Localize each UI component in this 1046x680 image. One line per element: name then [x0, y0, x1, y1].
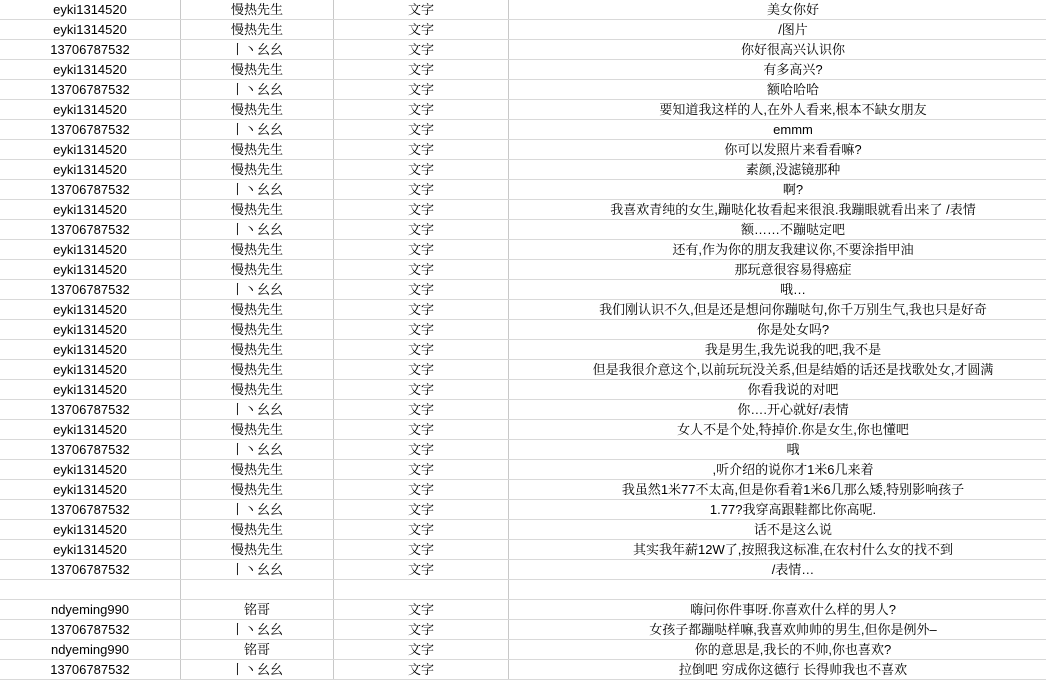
cell-sender-name: 慢热先生	[181, 240, 334, 260]
cell-message-type: 文字	[334, 20, 509, 40]
cell-message-type: 文字	[334, 460, 509, 480]
cell-message-content: 我们刚认识不久,但是还是想问你蹦哒句,你千万别生气,我也只是好奇	[509, 300, 1046, 320]
cell-message-type: 文字	[334, 440, 509, 460]
cell-message-content: 你是处女吗?	[509, 320, 1046, 340]
table-row[interactable]	[0, 660, 1046, 680]
cell-message-content: 有多高兴?	[509, 60, 1046, 80]
cell-message-content: 还有,作为你的朋友我建议你,不要涂指甲油	[509, 240, 1046, 260]
cell-sender-id: ndyeming990	[0, 640, 181, 660]
cell-message-content: 你看我说的对吧	[509, 380, 1046, 400]
cell-sender-id: eyki1314520	[0, 240, 181, 260]
cell-sender-id: eyki1314520	[0, 160, 181, 180]
cell-message-type: 文字	[334, 500, 509, 520]
cell-message-content: 话不是这么说	[509, 520, 1046, 540]
cell-message-content: 你可以发照片来看看嘛?	[509, 140, 1046, 160]
cell-sender-id: eyki1314520	[0, 480, 181, 500]
cell-message-content: 嗨问你件事呀.你喜欢什么样的男人?	[509, 600, 1046, 620]
table-row[interactable]	[0, 140, 1046, 160]
cell-message-type: 文字	[334, 620, 509, 640]
cell-sender-name: 铭哥	[181, 640, 334, 660]
cell-sender-name: 丨丶幺幺	[181, 620, 334, 640]
cell-message-content: 你的意思是,我长的不帅,你也喜欢?	[509, 640, 1046, 660]
cell-sender-id: ndyeming990	[0, 600, 181, 620]
cell-sender-name: 慢热先生	[181, 260, 334, 280]
cell-sender-id: 13706787532	[0, 180, 181, 200]
cell-sender-id: eyki1314520	[0, 200, 181, 220]
table-row[interactable]	[0, 220, 1046, 240]
cell-sender-id: eyki1314520	[0, 420, 181, 440]
cell-message-type: 文字	[334, 540, 509, 560]
cell-sender-id: eyki1314520	[0, 0, 181, 20]
table-row[interactable]	[0, 640, 1046, 660]
cell-sender-name: 慢热先生	[181, 200, 334, 220]
cell-message-content: ,听介绍的说你才1米6几来着	[509, 460, 1046, 480]
table-row[interactable]	[0, 300, 1046, 320]
table-row[interactable]	[0, 80, 1046, 100]
cell-message-type: 文字	[334, 320, 509, 340]
cell-message-content: 哦	[509, 440, 1046, 460]
cell-message-content: 拉倒吧 穷成你这德行 长得帅我也不喜欢	[509, 660, 1046, 680]
cell-sender-name: 丨丶幺幺	[181, 660, 334, 680]
table-row[interactable]	[0, 560, 1046, 580]
cell-sender-name: 丨丶幺幺	[181, 500, 334, 520]
cell-message-type: 文字	[334, 260, 509, 280]
table-row[interactable]	[0, 120, 1046, 140]
cell-sender-id: 13706787532	[0, 220, 181, 240]
cell-message-content	[509, 580, 1046, 600]
cell-sender-id: eyki1314520	[0, 340, 181, 360]
cell-sender-name: 丨丶幺幺	[181, 560, 334, 580]
cell-sender-id: eyki1314520	[0, 540, 181, 560]
cell-message-content: 我喜欢青纯的女生,蹦哒化妆看起来很浪.我蹦眼就看出来了 /表情	[509, 200, 1046, 220]
cell-message-type: 文字	[334, 380, 509, 400]
cell-sender-id: 13706787532	[0, 120, 181, 140]
cell-message-type: 文字	[334, 0, 509, 20]
cell-sender-id: eyki1314520	[0, 520, 181, 540]
cell-sender-name: 慢热先生	[181, 520, 334, 540]
cell-sender-id: eyki1314520	[0, 300, 181, 320]
cell-sender-id: 13706787532	[0, 500, 181, 520]
table-row[interactable]	[0, 620, 1046, 640]
cell-sender-name: 慢热先生	[181, 0, 334, 20]
table-row[interactable]	[0, 500, 1046, 520]
cell-message-type: 文字	[334, 600, 509, 620]
table-row[interactable]	[0, 580, 1046, 600]
cell-message-type: 文字	[334, 480, 509, 500]
cell-sender-name: 丨丶幺幺	[181, 280, 334, 300]
cell-sender-id: 13706787532	[0, 280, 181, 300]
cell-message-type: 文字	[334, 280, 509, 300]
cell-sender-name: 丨丶幺幺	[181, 400, 334, 420]
cell-message-type	[334, 580, 509, 600]
cell-message-type: 文字	[334, 240, 509, 260]
cell-message-content: 女孩子都蹦哒样嘛,我喜欢帅帅的男生,但你是例外–	[509, 620, 1046, 640]
cell-message-type: 文字	[334, 360, 509, 380]
cell-sender-name: 丨丶幺幺	[181, 120, 334, 140]
cell-sender-name: 慢热先生	[181, 380, 334, 400]
cell-message-content: 你好很高兴认识你	[509, 40, 1046, 60]
cell-sender-name: 慢热先生	[181, 160, 334, 180]
cell-sender-id: 13706787532	[0, 620, 181, 640]
cell-sender-id: eyki1314520	[0, 360, 181, 380]
cell-message-content: /图片	[509, 20, 1046, 40]
cell-message-content: 额……不蹦哒定吧	[509, 220, 1046, 240]
cell-sender-name	[181, 580, 334, 600]
cell-message-content: /表情…	[509, 560, 1046, 580]
cell-message-type: 文字	[334, 660, 509, 680]
cell-sender-name: 慢热先生	[181, 320, 334, 340]
cell-sender-name: 慢热先生	[181, 460, 334, 480]
cell-message-content: 但是我很介意这个,以前玩玩没关系,但是结婚的话还是找歌处女,才圆满	[509, 360, 1046, 380]
cell-message-type: 文字	[334, 100, 509, 120]
cell-message-content: 那玩意很容易得癌症	[509, 260, 1046, 280]
cell-message-content: 其实我年薪12W了,按照我这标准,在农村什么女的找不到	[509, 540, 1046, 560]
cell-message-type: 文字	[334, 180, 509, 200]
cell-message-type: 文字	[334, 60, 509, 80]
cell-sender-name: 慢热先生	[181, 20, 334, 40]
cell-message-type: 文字	[334, 640, 509, 660]
table-row[interactable]	[0, 100, 1046, 120]
cell-message-content: 哦…	[509, 280, 1046, 300]
cell-sender-name: 慢热先生	[181, 140, 334, 160]
cell-message-type: 文字	[334, 220, 509, 240]
cell-message-type: 文字	[334, 520, 509, 540]
cell-sender-id: 13706787532	[0, 400, 181, 420]
table-row[interactable]	[0, 280, 1046, 300]
cell-message-content: 啊?	[509, 180, 1046, 200]
table-row[interactable]	[0, 160, 1046, 180]
cell-message-content: 要知道我这样的人,在外人看来,根本不缺女朋友	[509, 100, 1046, 120]
table-row[interactable]	[0, 200, 1046, 220]
table-row[interactable]	[0, 240, 1046, 260]
cell-message-type: 文字	[334, 80, 509, 100]
cell-sender-id: 13706787532	[0, 560, 181, 580]
table-row[interactable]	[0, 320, 1046, 340]
table-row[interactable]	[0, 60, 1046, 80]
table-row[interactable]	[0, 600, 1046, 620]
cell-message-content: 我是男生,我先说我的吧,我不是	[509, 340, 1046, 360]
cell-message-content: 素颜,没滤镜那种	[509, 160, 1046, 180]
table-row[interactable]	[0, 460, 1046, 480]
cell-sender-name: 慢热先生	[181, 480, 334, 500]
cell-message-type: 文字	[334, 120, 509, 140]
table-row[interactable]	[0, 520, 1046, 540]
cell-sender-name: 丨丶幺幺	[181, 180, 334, 200]
cell-message-type: 文字	[334, 400, 509, 420]
cell-message-type: 文字	[334, 420, 509, 440]
table-row[interactable]	[0, 420, 1046, 440]
cell-sender-id: eyki1314520	[0, 140, 181, 160]
cell-sender-name: 丨丶幺幺	[181, 220, 334, 240]
cell-message-type: 文字	[334, 40, 509, 60]
cell-sender-id: 13706787532	[0, 40, 181, 60]
table-row[interactable]	[0, 360, 1046, 380]
cell-message-content: 1.77?我穿高跟鞋都比你高呢.	[509, 500, 1046, 520]
cell-sender-name: 丨丶幺幺	[181, 440, 334, 460]
cell-sender-name: 慢热先生	[181, 100, 334, 120]
table-row[interactable]	[0, 260, 1046, 280]
cell-sender-name: 丨丶幺幺	[181, 40, 334, 60]
cell-message-content: 我虽然1米77不太高,但是你看着1米6几那么矮,特别影响孩子	[509, 480, 1046, 500]
cell-message-content: 美女你好	[509, 0, 1046, 20]
cell-sender-id: 13706787532	[0, 440, 181, 460]
table-row[interactable]	[0, 40, 1046, 60]
cell-message-type: 文字	[334, 200, 509, 220]
table-row[interactable]	[0, 440, 1046, 460]
cell-message-content: 额哈哈哈	[509, 80, 1046, 100]
cell-sender-id: eyki1314520	[0, 20, 181, 40]
cell-sender-name: 慢热先生	[181, 360, 334, 380]
table-row[interactable]	[0, 180, 1046, 200]
cell-message-type: 文字	[334, 300, 509, 320]
cell-message-content: 女人不是个处,特掉价.你是女生,你也懂吧	[509, 420, 1046, 440]
cell-message-content: emmm	[509, 120, 1046, 140]
cell-sender-id: 13706787532	[0, 660, 181, 680]
cell-sender-id: eyki1314520	[0, 320, 181, 340]
table-row[interactable]	[0, 380, 1046, 400]
cell-sender-id: eyki1314520	[0, 260, 181, 280]
table-row[interactable]	[0, 540, 1046, 560]
table-row[interactable]	[0, 340, 1046, 360]
cell-sender-name: 慢热先生	[181, 60, 334, 80]
table-row[interactable]	[0, 0, 1046, 20]
cell-sender-name: 慢热先生	[181, 540, 334, 560]
cell-sender-id: eyki1314520	[0, 380, 181, 400]
cell-message-content: 你….开心就好/表情	[509, 400, 1046, 420]
cell-sender-name: 铭哥	[181, 600, 334, 620]
cell-sender-id: eyki1314520	[0, 460, 181, 480]
cell-sender-id: eyki1314520	[0, 60, 181, 80]
cell-message-type: 文字	[334, 560, 509, 580]
cell-message-type: 文字	[334, 140, 509, 160]
cell-message-type: 文字	[334, 160, 509, 180]
cell-message-type: 文字	[334, 340, 509, 360]
cell-sender-name: 丨丶幺幺	[181, 80, 334, 100]
cell-sender-name: 慢热先生	[181, 340, 334, 360]
table-row[interactable]	[0, 400, 1046, 420]
cell-sender-name: 慢热先生	[181, 420, 334, 440]
table-row[interactable]	[0, 20, 1046, 40]
cell-sender-id: 13706787532	[0, 80, 181, 100]
cell-sender-id: eyki1314520	[0, 100, 181, 120]
table-row[interactable]	[0, 480, 1046, 500]
cell-sender-id	[0, 580, 181, 600]
cell-sender-name: 慢热先生	[181, 300, 334, 320]
